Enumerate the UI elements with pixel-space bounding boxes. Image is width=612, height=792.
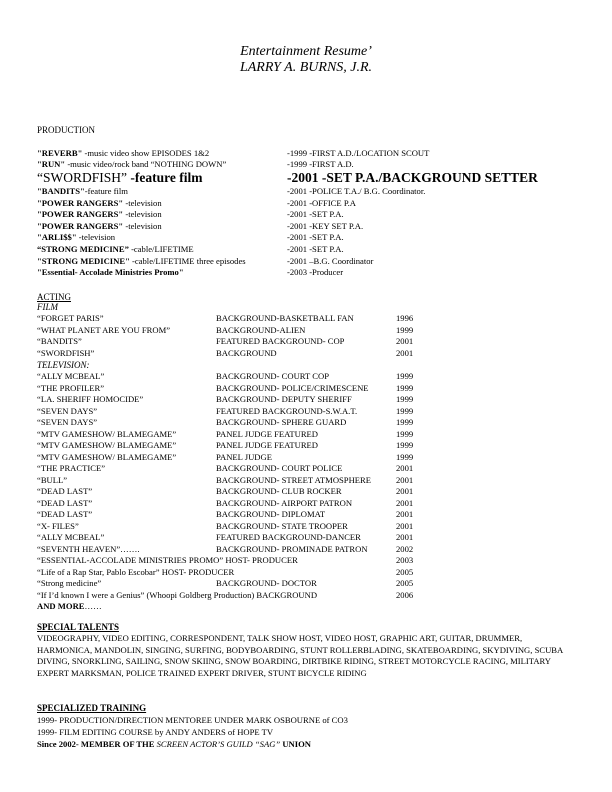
- acting-title: “ESSENTIAL-ACCOLADE MINISTRIES PROMO” HOST- PRODUCER: [37, 555, 298, 565]
- acting-role: BACKGROUND- STREET ATMOSPHERE: [216, 474, 372, 485]
- production-role: -2001 -KEY SET P.A.: [287, 220, 364, 231]
- and-more: [37, 601, 102, 611]
- acting-row: [37, 532, 597, 544]
- acting-year: 2001: [396, 336, 414, 347]
- production-row: [37, 244, 597, 256]
- acting-role: BACKGROUND- STATE TROOPER: [216, 520, 348, 531]
- production-title: "POWER RANGERS": [37, 209, 124, 220]
- acting-year: 2003: [396, 555, 414, 565]
- film-label: FILM: [37, 302, 58, 312]
- acting-row: [37, 463, 597, 475]
- sag-membership-line: [37, 739, 311, 749]
- production-row: [37, 221, 597, 233]
- acting-title: “If I’d known I were a Genius” (Whoopi Goldberg Production) BACKGROUND: [37, 589, 318, 600]
- production-row: [37, 170, 597, 185]
- production-row: [37, 209, 597, 221]
- acting-year: 2005: [396, 578, 414, 588]
- acting-row: [37, 325, 597, 337]
- acting-role: BACKGROUND- COURT POLICE: [216, 463, 343, 473]
- special-talents-text: VIDEOGRAPHY, VIDEO EDITING, CORRESPONDENT, TALK SHOW HOST, VIDEO HOST, GRAPHIC ART, GUITAR, DRUMMER, HARMONICA, MANDOLIN, SINGING, SURFING, BODYBOARDING, STUNT ROLLERBLADING, SKATEBOARDING, SKYDIVING, SCUBA DIVING, SNORKLING, SAILING, SNOW SKIING, SNOW BOARDING, DIRTBIKE RIDING, STREET MOTORCYCLE RACING, MILITARY EXPERT MARKSMAN, POLICE TRAINED EXPERT DRIVER, STUNT BICYCLE RIDING: [37, 633, 563, 679]
- sag-suffix: UNION: [280, 739, 311, 749]
- acting-year: 1999: [396, 440, 414, 450]
- acting-title: “WHAT PLANET ARE YOU FROM”: [37, 324, 171, 335]
- acting-role: BACKGROUND- COURT COP: [216, 371, 329, 381]
- acting-role: BACKGROUND- DOCTOR: [216, 578, 317, 588]
- acting-row: [37, 348, 597, 360]
- production-role: -1999 -FIRST A.D./LOCATION SCOUT: [287, 148, 430, 158]
- production-title: "BANDITS": [37, 186, 85, 196]
- acting-role: PANEL JUDGE: [216, 451, 272, 462]
- acting-row: [37, 544, 597, 556]
- production-title: “SWORDFISH”: [37, 170, 127, 185]
- acting-year: 1996: [396, 313, 414, 323]
- acting-title: “THE PRACTICE”: [37, 463, 106, 473]
- production-title: "Essential- Accolade Ministries Promo": [37, 267, 184, 278]
- production-desc: -cable/LIFETIME: [128, 244, 194, 254]
- acting-year: 1999: [396, 428, 414, 439]
- production-desc: -television: [76, 232, 116, 243]
- production-desc: -music video/rock band “NOTHING DOWN”: [65, 159, 227, 169]
- acting-row: [37, 440, 597, 452]
- acting-role: FEATURED BACKGROUND-S.W.A.T.: [216, 405, 358, 416]
- acting-role: BACKGROUND- DEPUTY SHERIFF: [216, 394, 352, 404]
- production-role: -2001 -OFFICE P.A: [287, 197, 356, 208]
- sag-prefix: Since 2002- MEMBER OF THE: [37, 739, 157, 749]
- acting-title: “Life of a Rap Star, Pablo Escobar” HOST- PRODUCER: [37, 566, 235, 577]
- acting-year: 1999: [396, 371, 414, 381]
- acting-role: FEATURED BACKGROUND-DANCER: [216, 532, 361, 542]
- acting-row: [37, 486, 597, 498]
- and-more-bold: AND MORE: [37, 601, 85, 611]
- acting-role: BACKGROUND-BASKETBALL FAN: [216, 313, 354, 323]
- acting-title: “SEVEN DAYS”: [37, 405, 98, 416]
- production-role: -2001 –B.G. Coordinator: [287, 255, 374, 266]
- acting-title: “DEAD LAST”: [37, 497, 93, 508]
- acting-year: 2005: [396, 566, 414, 577]
- acting-role: PANEL JUDGE FEATURED: [216, 428, 319, 439]
- production-desc: -feature film: [127, 170, 203, 185]
- acting-row: [37, 555, 597, 567]
- acting-year: 2001: [396, 520, 414, 531]
- production-heading: PRODUCTION: [37, 125, 96, 135]
- person-name: LARRY A. BURNS, J.R.: [239, 60, 373, 75]
- acting-year: 2001: [396, 463, 414, 473]
- acting-title: “MTV GAMESHOW/ BLAMEGAME”: [37, 451, 177, 462]
- acting-row: [37, 452, 597, 464]
- acting-title: “BANDITS”: [37, 336, 82, 347]
- acting-year: 2001: [396, 348, 414, 359]
- production-role: -2003 -Producer: [287, 267, 344, 278]
- production-title: "POWER RANGERS": [37, 220, 124, 231]
- acting-title: “SWORDFISH”: [37, 348, 95, 359]
- production-row: [37, 198, 597, 210]
- acting-row: [37, 590, 597, 602]
- sag-guild: SCREEN ACTOR’S GUILD “SAG”: [156, 739, 281, 749]
- production-row: [37, 256, 597, 268]
- acting-title: “MTV GAMESHOW/ BLAMEGAME”: [37, 428, 177, 439]
- production-role: -2001 -SET P.A.: [287, 232, 344, 243]
- acting-year: 1999: [396, 405, 414, 416]
- acting-title: “SEVEN DAYS”: [37, 417, 98, 427]
- acting-row: [37, 313, 597, 325]
- acting-title: “X- FILES”: [37, 520, 79, 531]
- acting-year: 2002: [396, 543, 414, 554]
- production-row: [37, 148, 597, 160]
- acting-role: BACKGROUND- POLICE/CRIMESCENE: [216, 382, 369, 393]
- acting-row: [37, 371, 597, 383]
- acting-year: 1999: [396, 394, 414, 404]
- production-desc: -music video show EPISODES 1&2: [82, 148, 210, 158]
- acting-title: “Strong medicine”: [37, 578, 102, 588]
- television-label: TELEVISION:: [37, 360, 90, 370]
- production-row: [37, 232, 597, 244]
- acting-title: “THE PROFILER”: [37, 382, 105, 393]
- production-row: [37, 267, 597, 279]
- production-title: "REVERB": [37, 148, 83, 158]
- acting-row: [37, 498, 597, 510]
- acting-row: [37, 429, 597, 441]
- training-line: 1999- PRODUCTION/DIRECTION MENTOREE UNDER MARK OSBOURNE of CO3: [37, 715, 348, 725]
- acting-role: FEATURED BACKGROUND- COP: [216, 336, 345, 347]
- acting-title: “DEAD LAST”: [37, 486, 93, 496]
- acting-year: 2001: [396, 486, 414, 496]
- acting-role: BACKGROUND- DIPLOMAT: [216, 509, 326, 519]
- acting-row: [37, 336, 597, 348]
- production-title: "STRONG MEDICINE": [37, 255, 130, 266]
- acting-row: [37, 509, 597, 521]
- acting-title: “SEVENTH HEAVEN”…….: [37, 543, 140, 554]
- production-desc: -feature film: [84, 186, 128, 196]
- acting-role: PANEL JUDGE FEATURED: [216, 440, 319, 450]
- acting-year: 1999: [396, 451, 414, 462]
- production-desc: -television: [123, 209, 162, 220]
- acting-year: 2001: [396, 532, 414, 542]
- acting-year: 1999: [396, 382, 414, 393]
- acting-role: BACKGROUND- SPHERE GUARD: [216, 417, 347, 427]
- acting-role: BACKGROUND- CLUB ROCKER: [216, 486, 342, 496]
- production-role: -2001 -POLICE T.A./ B.G. Coordinator.: [287, 186, 426, 196]
- and-more-dots: ……: [84, 601, 102, 611]
- acting-year: 2001: [396, 509, 414, 519]
- acting-row: [37, 521, 597, 533]
- acting-row: [37, 417, 597, 429]
- acting-year: 1999: [396, 417, 414, 427]
- acting-row: [37, 567, 597, 579]
- production-role: -2001 -SET P.A.: [287, 209, 344, 220]
- production-row: [37, 159, 597, 171]
- acting-title: “BULL”: [37, 474, 68, 485]
- training-line: 1999- FILM EDITING COURSE by ANDY ANDERS of HOPE TV: [37, 727, 274, 737]
- acting-title: “DEAD LAST”: [37, 509, 93, 519]
- production-desc: -television: [123, 197, 162, 208]
- specialized-training-heading: SPECIALIZED TRAINING: [37, 703, 147, 713]
- acting-year: 2001: [396, 474, 414, 485]
- acting-row: [37, 578, 597, 590]
- acting-year: 2006: [396, 589, 414, 600]
- acting-row: [37, 394, 597, 406]
- acting-year: 2001: [396, 497, 414, 508]
- acting-title: “ALLY MCBEAL”: [37, 371, 105, 381]
- production-row: [37, 186, 597, 198]
- acting-row: [37, 406, 597, 418]
- special-talents-heading: SPECIAL TALENTS: [37, 622, 119, 632]
- production-title: "RUN": [37, 159, 66, 169]
- acting-title: “LA. SHERIFF HOMOCIDE”: [37, 394, 144, 404]
- acting-title: “ALLY MCBEAL”: [37, 532, 105, 542]
- acting-row: [37, 383, 597, 395]
- production-desc: -television: [123, 220, 162, 231]
- acting-role: BACKGROUND-ALIEN: [216, 324, 306, 335]
- acting-role: BACKGROUND: [216, 348, 277, 359]
- production-role: -1999 -FIRST A.D.: [287, 159, 354, 169]
- production-role: -2001 -SET P.A./BACKGROUND SETTER: [287, 170, 538, 185]
- acting-row: [37, 475, 597, 487]
- production-title: "ARLI$$": [37, 232, 77, 243]
- acting-role: BACKGROUND- AIRPORT PATRON: [216, 497, 353, 508]
- acting-year: 1999: [396, 324, 414, 335]
- acting-role: BACKGROUND- PROMINADE PATRON: [216, 543, 368, 554]
- production-desc: -cable/LIFETIME three episodes: [129, 255, 246, 266]
- acting-heading: ACTING: [37, 292, 71, 302]
- acting-title: “MTV GAMESHOW/ BLAMEGAME”: [37, 440, 177, 450]
- production-role: -2001 -SET P.A.: [287, 244, 344, 254]
- production-title: “STRONG MEDICINE”: [37, 244, 129, 254]
- acting-title: “FORGET PARIS”: [37, 313, 104, 323]
- document-title: Entertainment Resume’: [240, 44, 372, 59]
- production-title: "POWER RANGERS": [37, 197, 124, 208]
